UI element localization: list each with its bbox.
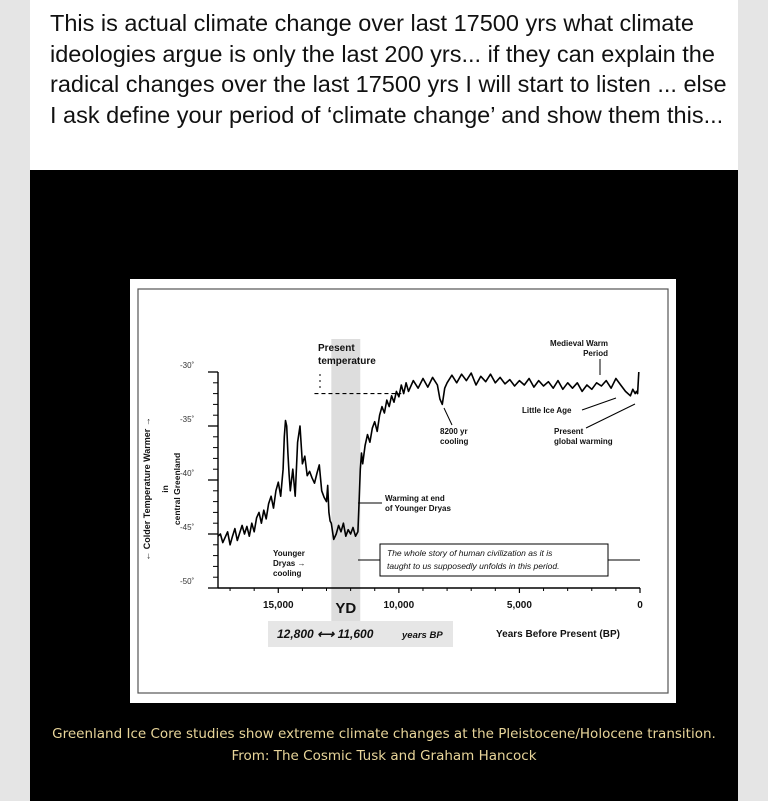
- medieval-annotation: Period: [583, 349, 608, 358]
- cooling-8200-annotation: 8200 yr: [440, 427, 468, 436]
- x-tick-label: 15,000: [262, 600, 294, 611]
- caption-line-1: Greenland Ice Core studies show extreme climate changes at the Pleistocene/Holocene transition.: [52, 726, 716, 742]
- x-tick-label: 5,000: [506, 600, 532, 611]
- climate-chart: [130, 279, 676, 703]
- post-text-block: [30, 0, 738, 170]
- civilization-box-text: taught to us supposedly unfolds in this period.: [387, 561, 560, 571]
- present-warming-pointer: [586, 404, 635, 428]
- younger-dryas-annotation: Dryas →: [273, 559, 306, 568]
- present-warming-annotation: global warming: [554, 437, 613, 446]
- post-text: This is actual climate change over last 17500 yrs what climate ideologies argue is only the last 200 yrs... if they can explain the radical changes over the last 17500 yrs I will start to listen ... else I ask define your period of ‘climate change’ and show them this...: [50, 10, 727, 128]
- x-tick-label: 10,000: [383, 600, 415, 611]
- cooling-8200-pointer: [444, 408, 452, 425]
- y-tick-label: -40˚: [180, 469, 195, 478]
- younger-dryas-annotation: cooling: [273, 569, 302, 578]
- yd-label: YD: [335, 600, 357, 617]
- present-temp-annotation: temperature: [318, 356, 376, 367]
- yd-range-unit: years BP: [402, 630, 443, 641]
- present-temp-annotation: Present: [318, 343, 355, 354]
- y-axis-label-location: central Greenland: [172, 452, 182, 526]
- y-tick-label: -30˚: [180, 361, 195, 370]
- yd-band: [331, 339, 360, 628]
- warming-end-yd-annotation: of Younger Dryas: [385, 504, 451, 513]
- y-tick-label: -45˚: [180, 523, 195, 532]
- warming-end-yd-annotation: Warming at end: [385, 494, 445, 503]
- caption-line-2: From: The Cosmic Tusk and Graham Hancock: [231, 748, 537, 764]
- little-ice-age-pointer: [582, 398, 616, 410]
- y-axis-label: ← Colder Temperature Warmer →: [142, 417, 152, 561]
- present-warming-annotation: Present: [554, 427, 584, 436]
- civilization-box-text: The whole story of human civilization as it is: [387, 548, 553, 558]
- x-tick-label: 0: [637, 600, 643, 611]
- younger-dryas-annotation: Younger: [273, 549, 305, 558]
- medieval-annotation: Medieval Warm: [550, 339, 608, 348]
- y-tick-label: -50˚: [180, 577, 195, 586]
- x-axis-label: Years Before Present (BP): [496, 629, 620, 640]
- chart-figure: [130, 279, 676, 703]
- y-axis-label-in: in: [160, 485, 170, 493]
- little-ice-age-annotation: Little Ice Age: [522, 406, 572, 415]
- temperature-series-line: [218, 372, 639, 545]
- yd-range-label: 12,800 ⟷ 11,600: [277, 627, 374, 641]
- y-tick-label: -35˚: [180, 415, 195, 424]
- cooling-8200-annotation: cooling: [440, 437, 469, 446]
